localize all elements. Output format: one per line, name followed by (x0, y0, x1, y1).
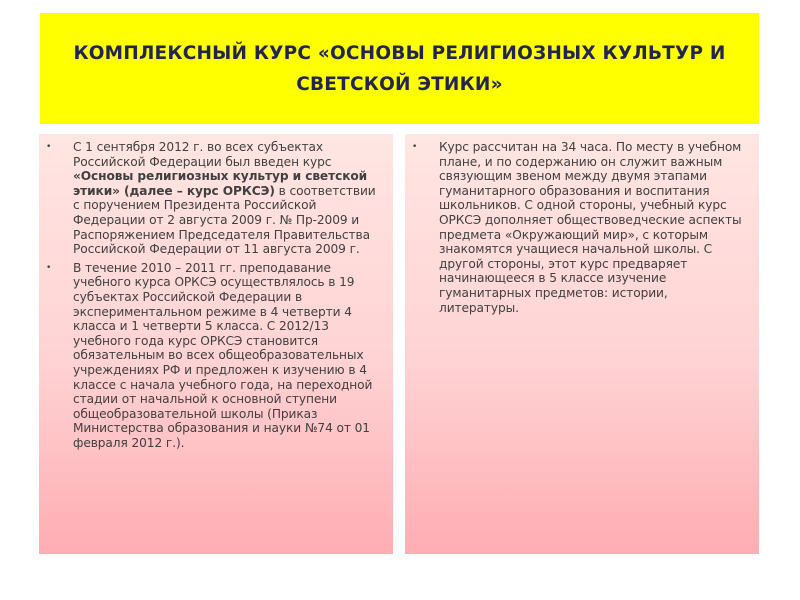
right-bullet-list (412, 140, 745, 315)
slide-title-bar (40, 13, 759, 124)
slide-title: КОМПЛЕКСНЫЙ КУРС «ОСНОВЫ РЕЛИГИОЗНЫХ КУЛЬТУР И СВЕТСКОЙ ЭТИКИ» (73, 42, 726, 95)
bullet-text: в соответствии с поручением Президента Российской Федерации от 2 августа 2009 г. № Пр-2009 и Распоряжением Председателя Правительства Российской Федерации от 11 августа 2009 г. (73, 183, 376, 257)
bullet-text: В течение 2010 – 2011 гг. преподавание учебного курса ОРКСЭ осуществлялось в 19 субъектах Российской Федерации в экспериментальном режиме в 4 четверти 4 класса и 1 четверти 5 класса. С 2012/13 учебного года курс ОРКСЭ становится обязательным во всех общеобразовательных учреждениях РФ и предложен к изучению в 4 классе с начала учебного года, на переходной стадии от начальной к основной ступени общеобразовательной школы (Приказ Министерства образования и науки №74 от 01 февраля 2012 г.). (73, 260, 373, 450)
bullet-dot-icon: • (46, 142, 52, 152)
bullet-item-course-hours (412, 140, 745, 315)
bullet-dot-icon: • (412, 142, 418, 152)
bullet-text: Курс рассчитан на 34 часа. По месту в учебном плане, и по содержанию он служит важным связующим звеном между двумя этапами гуманитарного образования и воспитания школьников. С одной стороны, учебный курс ОРКСЭ дополняет обществоведческие аспекты предмета «Окружающий мир», с которым знакомятся учащиеся начальной школы. С другой стороны, этот курс предваряет начинающееся в 5 классе изучение гуманитарных предметов: истории, литературы. (439, 140, 742, 315)
left-text-panel (39, 134, 393, 554)
bullet-item-course-introduction (46, 140, 379, 257)
bullet-text: С 1 сентября 2012 г. во всех субъектах Российской Федерации был введен курс (73, 140, 332, 169)
left-bullet-list (46, 140, 379, 450)
bullet-text-bold: «Основы религиозных культур и светской этики» (далее – курс ОРКСЭ) (73, 169, 368, 198)
right-text-panel (405, 134, 759, 554)
bullet-item-experimental-period (46, 260, 379, 451)
bullet-dot-icon: • (46, 262, 52, 273)
